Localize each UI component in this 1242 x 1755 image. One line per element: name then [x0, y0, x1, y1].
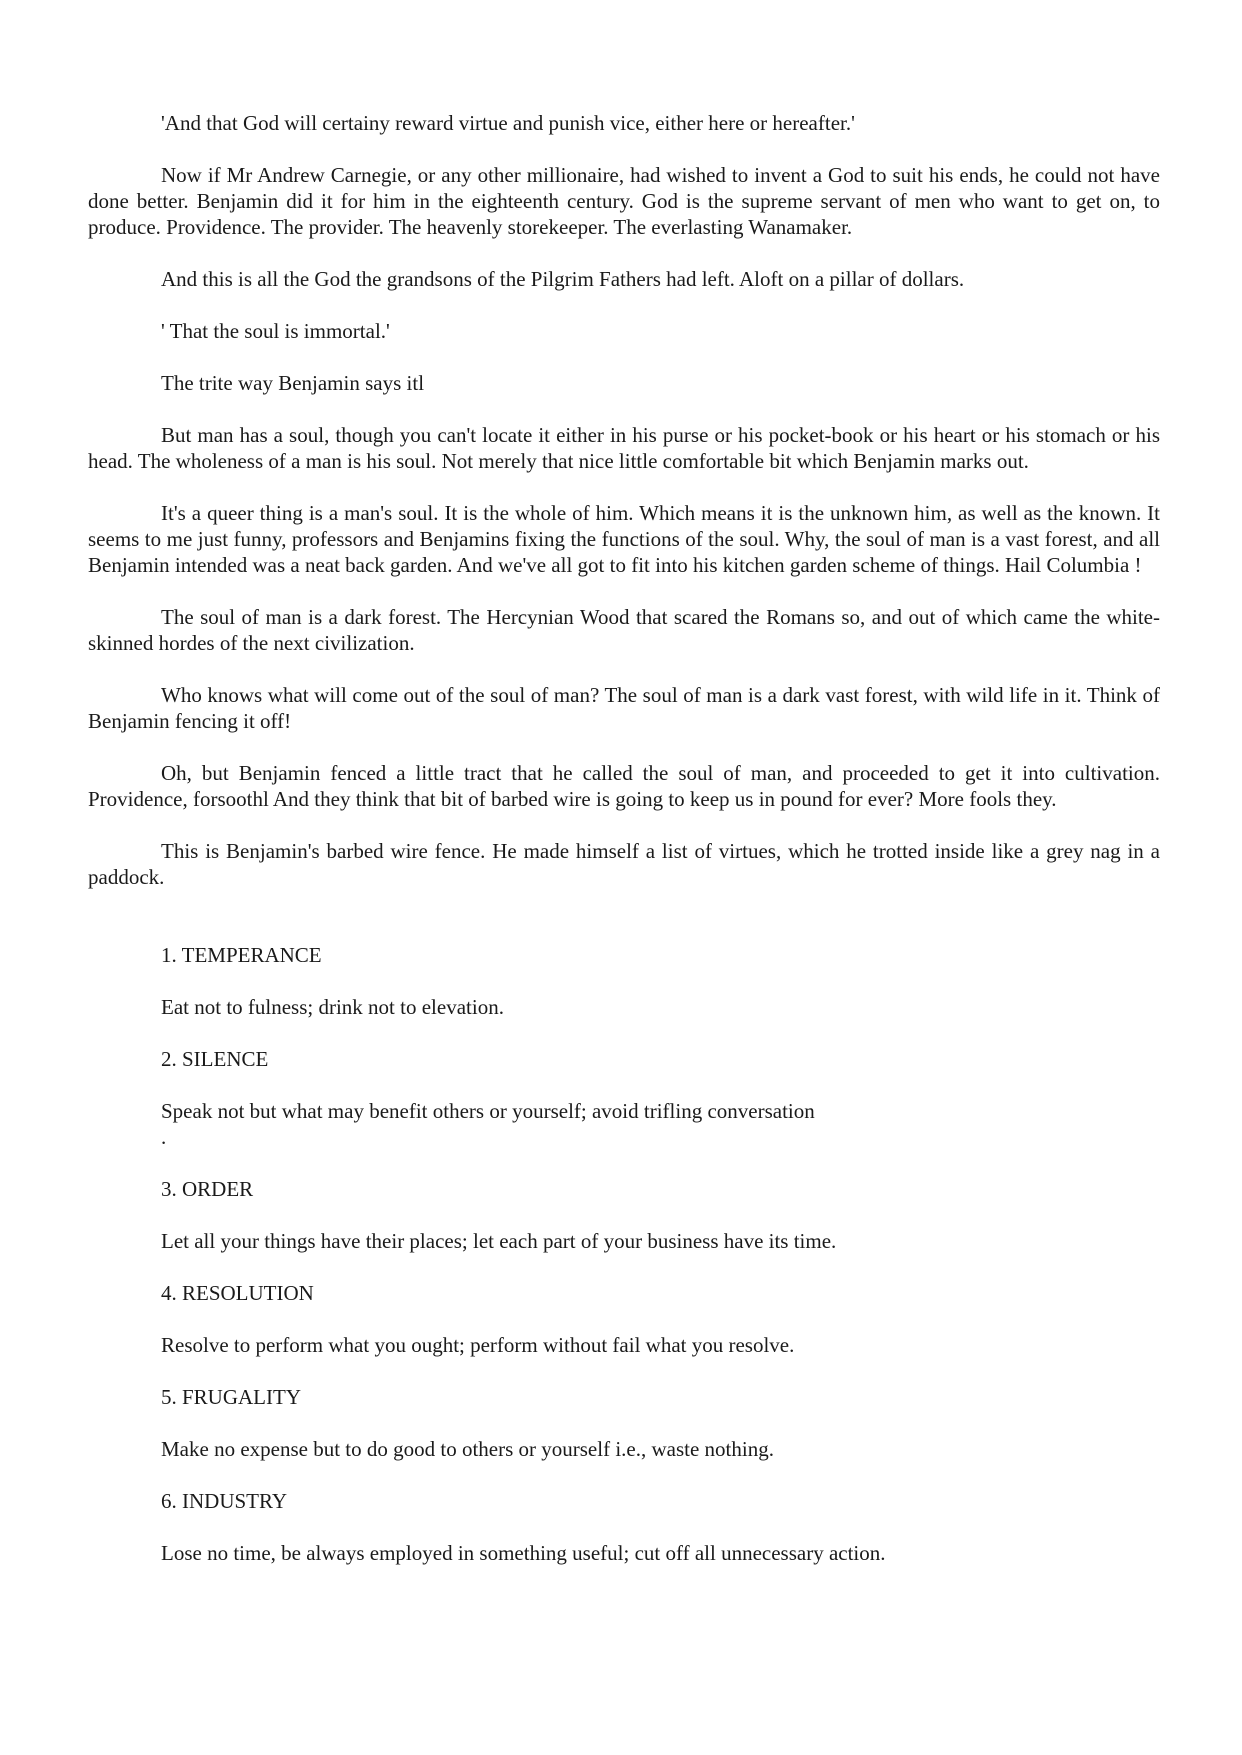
paragraph-queer-thing: It's a queer thing is a man's soul. It is the whole of him. Which means it is the unknown him, as well as the known. It seems to me just funny, professors and Benjamins fixing the functions of the soul. Why, the soul of man is a vast forest, and all Benjamin intended was a neat back garden. And we've all got to fit into his kitchen garden scheme of things. Hail Columbia !: [88, 501, 1160, 577]
virtue-heading-silence: 2. SILENCE: [161, 1047, 269, 1071]
paragraph-fenced-tract: Oh, but Benjamin fenced a little tract that he called the soul of man, and proceeded to get it into cultivation. Providence, forsoothl And they think that bit of barbed wire is going to keep us in pound for ever? More fools they.: [88, 761, 1160, 811]
virtue-text-silence-trailing-period: .: [161, 1125, 167, 1149]
paragraph-who-knows: Who knows what will come out of the soul of man? The soul of man is a dark vast forest, with wild life in it. Think of Benjamin fencing it off!: [88, 683, 1160, 733]
virtue-heading-resolution: 4. RESOLUTION: [161, 1281, 314, 1305]
paragraph-god-reward: 'And that God will certainy reward virtue and punish vice, either here or hereafter.': [161, 111, 855, 135]
virtue-text-temperance: Eat not to fulness; drink not to elevation.: [161, 995, 504, 1019]
virtue-heading-industry: 6. INDUSTRY: [161, 1489, 288, 1513]
virtue-text-order: Let all your things have their places; let each part of your business have its time.: [161, 1229, 837, 1253]
virtue-text-silence-block: [161, 1098, 1160, 1150]
virtue-text-industry: Lose no time, be always employed in something useful; cut off all unnecessary action.: [161, 1541, 886, 1565]
paragraph-trite-way: The trite way Benjamin says itl: [161, 371, 425, 395]
virtue-text-resolution: Resolve to perform what you ought; perform without fail what you resolve.: [161, 1333, 795, 1357]
virtue-text-silence: Speak not but what may benefit others or yourself; avoid trifling conversation: [161, 1099, 815, 1123]
paragraph-man-has-soul: But man has a soul, though you can't locate it either in his purse or his pocket-book or his heart or his stomach or his head. The wholeness of a man is his soul. Not merely that nice little comfortable bit which Benjamin marks out.: [88, 423, 1160, 473]
paragraph-pilgrim-fathers: And this is all the God the grandsons of the Pilgrim Fathers had left. Aloft on a pillar of dollars.: [161, 267, 965, 291]
paragraph-dark-forest: The soul of man is a dark forest. The Hercynian Wood that scared the Romans so, and out of which came the white- skinned hordes of the next civilization.: [88, 605, 1160, 655]
virtue-text-frugality: Make no expense but to do good to others or yourself i.e., waste nothing.: [161, 1437, 774, 1461]
virtue-heading-temperance: 1. TEMPERANCE: [161, 943, 322, 967]
paragraph-barbed-wire: This is Benjamin's barbed wire fence. He made himself a list of virtues, which he trotted inside like a grey nag in a paddock.: [88, 839, 1160, 889]
paragraph-soul-immortal: ' That the soul is immortal.': [161, 319, 390, 343]
virtue-heading-order: 3. ORDER: [161, 1177, 254, 1201]
paragraph-carnegie: Now if Mr Andrew Carnegie, or any other millionaire, had wished to invent a God to suit his ends, he could not have done better. Benjamin did it for him in the eighteenth century. God is the supreme servant of men who want to get on, to produce. Providence. The provider. The heavenly storekeeper. The everlasting Wanamaker.: [88, 163, 1160, 239]
virtue-heading-frugality: 5. FRUGALITY: [161, 1385, 301, 1409]
